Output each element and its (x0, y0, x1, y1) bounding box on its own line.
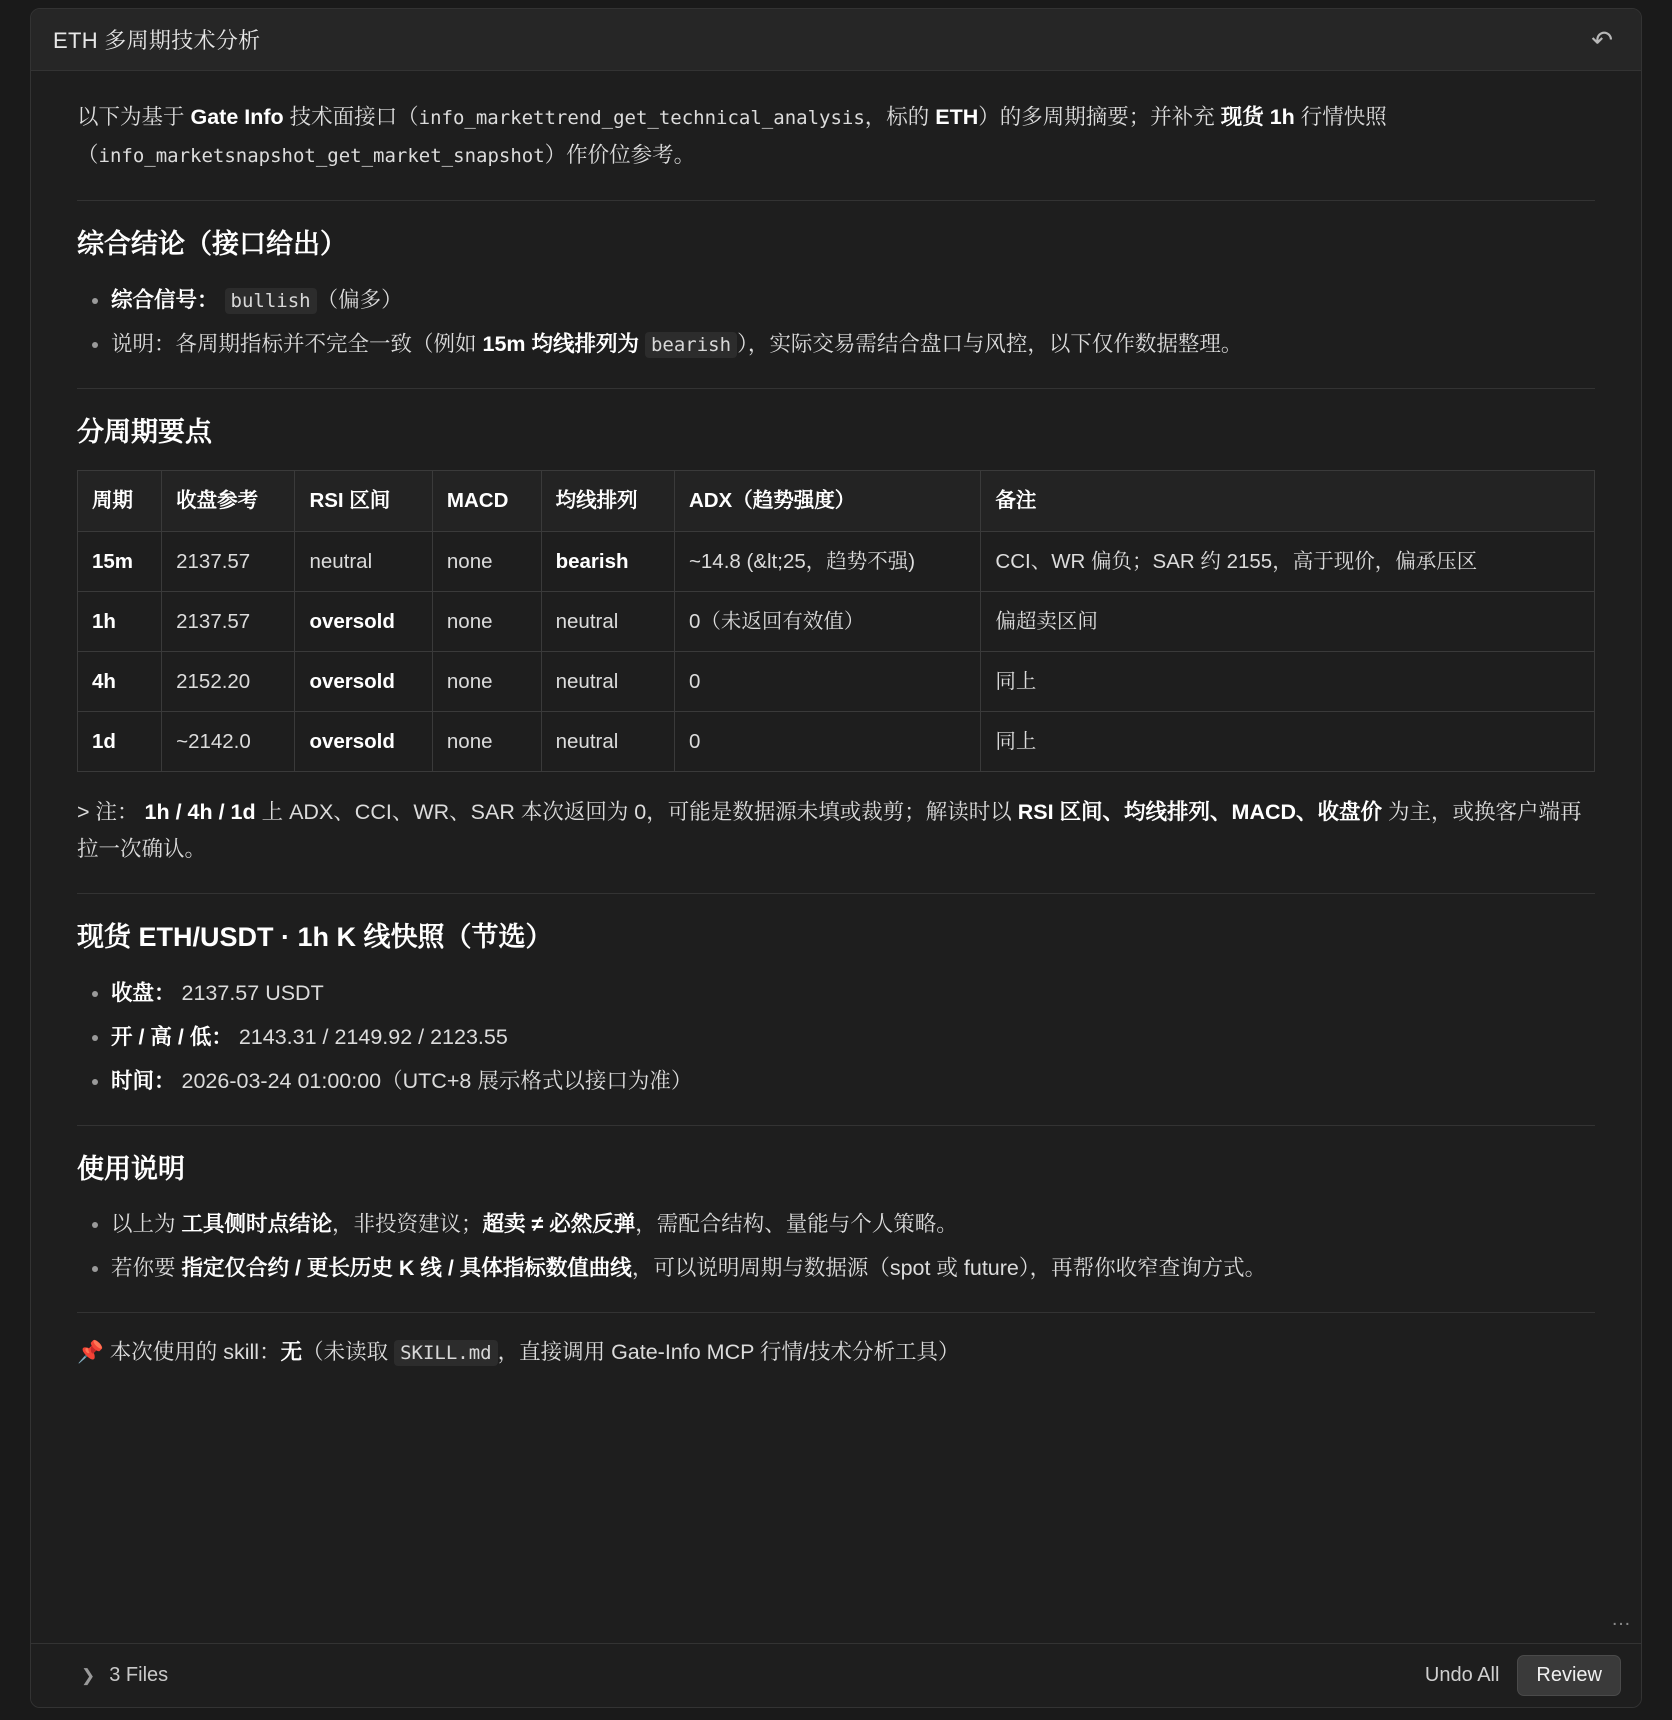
usage2-b: 指定仅合约 / 更长历史 K 线 / 具体指标数值曲线 (181, 1256, 632, 1281)
intro-text-a: 以下为基于 (77, 105, 191, 129)
intro-code-technical-analysis: info_markettrend_get_technical_analysis (418, 107, 865, 129)
intro-text-i: ）作价位参考。 (544, 142, 696, 167)
cell-rsi: oversold (295, 712, 432, 772)
signal-tail: （偏多） (316, 287, 403, 312)
usage-heading: 使用说明 (77, 1153, 185, 1184)
cell-close: 2137.57 (162, 591, 295, 651)
snapshot-heading: 现货 ETH/USDT · 1h K 线快照（节选） (77, 922, 553, 953)
skill-d: ，直接调用 Gate-Info MCP 行情/技术分析工具） (497, 1340, 960, 1365)
cell-ma: bearish (541, 531, 674, 591)
intro-text-d: ，标的 (864, 105, 936, 129)
list-item (111, 327, 1595, 362)
usage2-a: 若你要 (111, 1256, 182, 1281)
cell-adx: ~14.8 (&lt;25，趋势不强) (674, 531, 980, 591)
intro-code-market-snapshot: info_marketsnapshot_get_market_snapshot (98, 144, 545, 167)
cell-rsi: oversold (295, 591, 432, 651)
col-adx: ADX（趋势强度） (674, 471, 980, 531)
analysis-window (30, 8, 1642, 1708)
usage1-c: ，非投资建议； (332, 1212, 483, 1237)
divider-3 (77, 893, 1595, 894)
periods-heading: 分周期要点 (77, 416, 212, 447)
explain-bearish-code: bearish (645, 332, 737, 358)
table-row (78, 531, 1595, 591)
table-body (78, 531, 1595, 772)
cell-adx: 0 (674, 651, 980, 711)
conclusion-heading: 综合结论（接口给出） (77, 229, 347, 260)
cell-macd: none (432, 591, 541, 651)
list-item (111, 1251, 1595, 1286)
snapshot-list (77, 976, 1595, 1098)
cell-period: 1h (78, 591, 162, 651)
divider-2 (77, 388, 1595, 389)
list-item (111, 1207, 1595, 1242)
usage1-a: 以上为 (111, 1212, 182, 1237)
files-toggle[interactable] (81, 1664, 168, 1687)
col-ma: 均线排列 (541, 471, 674, 531)
skill-c: （未读取 (302, 1340, 395, 1365)
skill-note (77, 1335, 1595, 1370)
note-c: 上 ADX、CCI、WR、SAR 本次返回为 0，可能是数据源未填或裁剪；解读时以 (255, 800, 1018, 825)
intro-text-c: 技术面接口（ (283, 105, 419, 129)
explain-a: 说明：各周期指标并不完全一致（例如 (111, 331, 483, 356)
intro-text-f: ）的多周期摘要；并补充 (978, 105, 1221, 129)
snapshot-value-ohl: 2143.31 / 2149.92 / 2123.55 (238, 1025, 508, 1050)
undo-arrow-icon[interactable]: ↶ (1591, 24, 1613, 55)
snapshot-value-time: 2026-03-24 01:00:00（UTC+8 展示格式以接口为准） (181, 1068, 693, 1093)
cell-close: 2152.20 (162, 651, 295, 711)
undo-all-button[interactable]: Undo All (1424, 1664, 1500, 1686)
intro-gate-info: Gate Info (190, 105, 284, 129)
overflow-indicator[interactable]: … (1611, 1607, 1633, 1630)
table-note (77, 794, 1595, 867)
table-header-row (78, 471, 1595, 531)
cell-adx: 0（未返回有效值） (674, 591, 980, 651)
cell-rsi: neutral (295, 531, 432, 591)
cell-period: 15m (78, 531, 162, 591)
note-a: > 注： (77, 800, 139, 825)
cell-close: 2137.57 (162, 531, 295, 591)
cell-remark: 同上 (981, 651, 1595, 711)
table-row (78, 651, 1595, 711)
usage1-b: 工具侧时点结论 (181, 1212, 332, 1237)
intro-text-h: 行情快照（ (77, 105, 1387, 167)
col-close: 收盘参考 (162, 471, 295, 531)
snapshot-label-time: 时间： (111, 1068, 176, 1093)
note-e: 为主，或换客户端再拉一次确认。 (77, 800, 1582, 861)
usage1-e: ，需配合结构、量能与个人策略。 (635, 1212, 958, 1237)
intro-paragraph (77, 99, 1595, 174)
divider-5 (77, 1312, 1595, 1313)
explain-c: ），实际交易需结合盘口与风控，以下仅作数据整理。 (737, 331, 1243, 356)
review-button[interactable]: Review (1517, 1655, 1621, 1696)
cell-ma: neutral (541, 712, 674, 772)
document-body (31, 71, 1641, 1643)
signal-value: bullish (225, 288, 317, 314)
table-row (78, 712, 1595, 772)
snapshot-value-close: 2137.57 USDT (181, 981, 324, 1006)
col-period: 周期 (78, 471, 162, 531)
divider-1 (77, 200, 1595, 201)
col-rsi: RSI 区间 (295, 471, 432, 531)
files-label: 3 Files (109, 1664, 169, 1686)
list-item (111, 976, 1595, 1011)
usage-list (77, 1207, 1595, 1286)
explain-15m: 15m 均线排列为 (482, 331, 639, 356)
table-head (78, 471, 1595, 531)
snapshot-label-ohl: 开 / 高 / 低： (111, 1025, 233, 1050)
cell-ma: neutral (541, 591, 674, 651)
skill-md-code: SKILL.md (394, 1340, 498, 1366)
cell-ma: neutral (541, 651, 674, 711)
window-footer (31, 1643, 1641, 1707)
cell-rsi: oversold (295, 651, 432, 711)
page-title: ETH 多周期技术分析 (53, 28, 261, 53)
divider-4 (77, 1125, 1595, 1126)
signal-label: 综合信号： (111, 287, 219, 312)
skill-b: 无 (280, 1340, 303, 1365)
table-row (78, 591, 1595, 651)
list-item (111, 283, 1595, 318)
skill-a: 本次使用的 skill： (109, 1340, 281, 1365)
pushpin-icon: 📌 (77, 1340, 104, 1365)
col-macd: MACD (432, 471, 541, 531)
cell-period: 1d (78, 712, 162, 772)
cell-period: 4h (78, 651, 162, 711)
timeframe-table (77, 470, 1595, 772)
cell-remark: 同上 (981, 712, 1595, 772)
cell-close: ~2142.0 (162, 712, 295, 772)
col-remark: 备注 (981, 471, 1595, 531)
list-item (111, 1020, 1595, 1055)
cell-adx: 0 (674, 712, 980, 772)
cell-remark: 偏超卖区间 (981, 591, 1595, 651)
intro-eth: ETH (935, 105, 979, 129)
usage1-d: 超卖 ≠ 必然反弹 (482, 1212, 636, 1237)
conclusion-list (77, 283, 1595, 362)
intro-spot-1h: 现货 1h (1220, 105, 1295, 129)
note-indicators: RSI 区间、均线排列、MACD、收盘价 (1017, 800, 1383, 825)
note-timeframes: 1h / 4h / 1d (144, 800, 256, 825)
cell-remark: CCI、WR 偏负；SAR 约 2155，高于现价，偏承压区 (981, 531, 1595, 591)
snapshot-label-close: 收盘： (111, 981, 176, 1006)
list-item (111, 1064, 1595, 1099)
chevron-right-icon: ❯ (81, 1665, 96, 1685)
usage2-c: ，可以说明周期与数据源（spot 或 future），再帮你收窄查询方式。 (631, 1256, 1267, 1281)
clipped-text-top (77, 77, 1595, 87)
cell-macd: none (432, 712, 541, 772)
cell-macd: none (432, 531, 541, 591)
cell-macd: none (432, 651, 541, 711)
window-titlebar (31, 9, 1641, 71)
